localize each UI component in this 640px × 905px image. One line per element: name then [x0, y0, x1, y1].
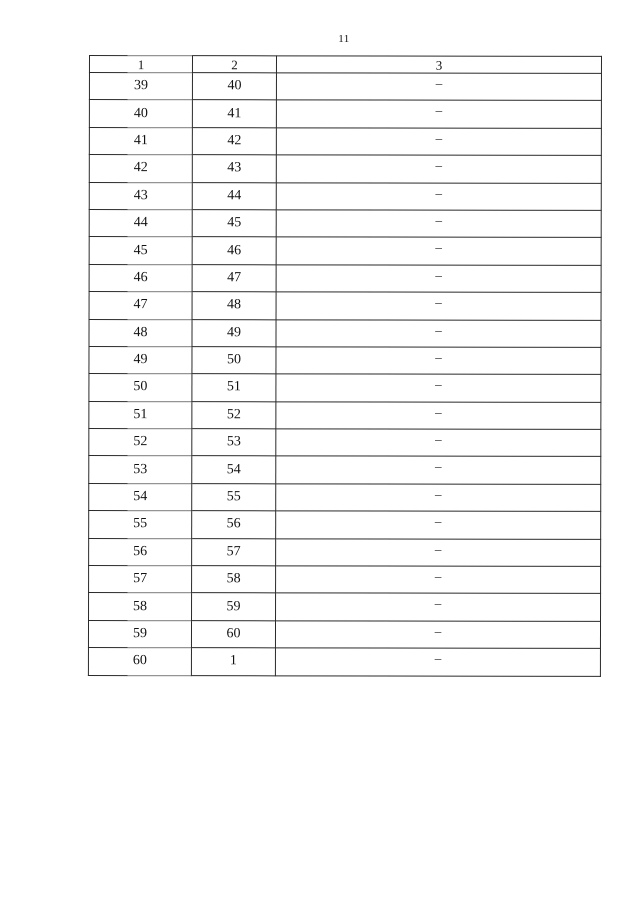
cell-col-2: 43 [192, 155, 276, 183]
cell-col-1: 48 [89, 319, 192, 347]
cell-col-2: 58 [192, 566, 276, 594]
table-row [89, 401, 601, 429]
column-header-2: 2 [192, 56, 276, 73]
cell-col-3: – [276, 538, 601, 566]
cell-col-3: – [276, 319, 601, 347]
cell-col-3: – [276, 593, 601, 621]
cell-col-2: 45 [192, 210, 276, 238]
cell-col-2: 60 [191, 620, 275, 648]
cell-col-1: 43 [89, 182, 192, 210]
table-row [89, 127, 601, 155]
table-row [89, 155, 601, 183]
cell-col-1: 55 [89, 511, 192, 539]
table-row [89, 182, 601, 210]
cell-col-3: – [275, 621, 600, 649]
cell-col-3: – [276, 128, 601, 156]
cell-col-1: 44 [89, 209, 192, 237]
cell-col-2: 46 [192, 237, 276, 265]
cell-col-3: – [276, 292, 601, 320]
cell-col-1: 40 [89, 100, 192, 128]
table-row [89, 292, 601, 320]
cell-col-2: 56 [192, 511, 276, 539]
cell-col-3: – [276, 347, 601, 375]
page-number: 11 [338, 33, 350, 45]
table-row [89, 566, 601, 594]
cell-col-2: 53 [192, 429, 276, 457]
cell-col-1: 60 [88, 648, 191, 676]
cell-col-3: – [276, 237, 601, 265]
cell-col-3: – [276, 456, 601, 484]
table-row [89, 374, 601, 402]
cell-col-3: – [276, 210, 601, 238]
table-row [89, 319, 601, 347]
table-row [89, 429, 601, 457]
cell-col-1: 41 [89, 127, 192, 155]
cell-col-2: 55 [192, 484, 276, 512]
cell-col-3: – [276, 155, 601, 183]
cell-col-3: – [276, 265, 601, 293]
table-row [89, 483, 601, 511]
cell-col-3: – [276, 511, 601, 539]
table-row [88, 648, 600, 676]
cell-col-3: – [276, 402, 601, 430]
cell-col-1: 50 [89, 374, 192, 402]
cell-col-1: 46 [89, 264, 192, 292]
table-row [89, 538, 601, 566]
cell-col-1: 59 [88, 620, 191, 648]
table-row [89, 237, 601, 265]
cell-col-1: 53 [89, 456, 192, 484]
cell-col-1: 57 [89, 566, 192, 594]
cell-col-2: 44 [192, 182, 276, 210]
cell-col-2: 41 [192, 100, 276, 128]
cell-col-2: 50 [192, 347, 276, 375]
cell-col-2: 57 [192, 538, 276, 566]
table-body [88, 73, 601, 676]
cell-col-3: – [276, 374, 601, 402]
table-row [88, 620, 600, 648]
cell-col-2: 42 [192, 127, 276, 155]
column-header-3: 3 [276, 56, 601, 74]
cell-col-1: 52 [89, 429, 192, 457]
cell-col-2: 51 [192, 374, 276, 402]
cell-col-3: – [275, 648, 600, 676]
table-row [89, 73, 601, 101]
cell-col-1: 47 [89, 292, 192, 320]
cell-col-3: – [276, 566, 601, 594]
column-header-1: 1 [89, 56, 192, 73]
cell-col-3: – [276, 429, 601, 457]
cell-col-3: – [276, 182, 601, 210]
table-row [89, 456, 601, 484]
cell-col-2: 52 [192, 401, 276, 429]
cell-col-3: – [276, 73, 601, 101]
data-table [88, 55, 602, 676]
table-row [89, 346, 601, 374]
table-row [89, 511, 601, 539]
cell-col-1: 49 [89, 346, 192, 374]
cell-col-1: 39 [89, 73, 192, 101]
table-header [89, 56, 601, 74]
cell-col-1: 56 [89, 538, 192, 566]
cell-col-2: 59 [192, 593, 276, 621]
cell-col-2: 47 [192, 264, 276, 292]
cell-col-2: 48 [192, 292, 276, 320]
cell-col-3: – [276, 484, 601, 512]
cell-col-1: 45 [89, 237, 192, 265]
table-row [89, 100, 601, 128]
cell-col-1: 51 [89, 401, 192, 429]
cell-col-2: 49 [192, 319, 276, 347]
cell-col-1: 42 [89, 155, 192, 183]
table-row [89, 264, 601, 292]
cell-col-3: – [276, 100, 601, 128]
cell-col-1: 58 [89, 593, 192, 621]
table-row [89, 593, 601, 621]
cell-col-2: 40 [192, 73, 276, 101]
table-row [89, 209, 601, 237]
cell-col-2: 1 [191, 648, 275, 676]
cell-col-1: 54 [89, 483, 192, 511]
cell-col-2: 54 [192, 456, 276, 484]
header-row [89, 56, 601, 74]
